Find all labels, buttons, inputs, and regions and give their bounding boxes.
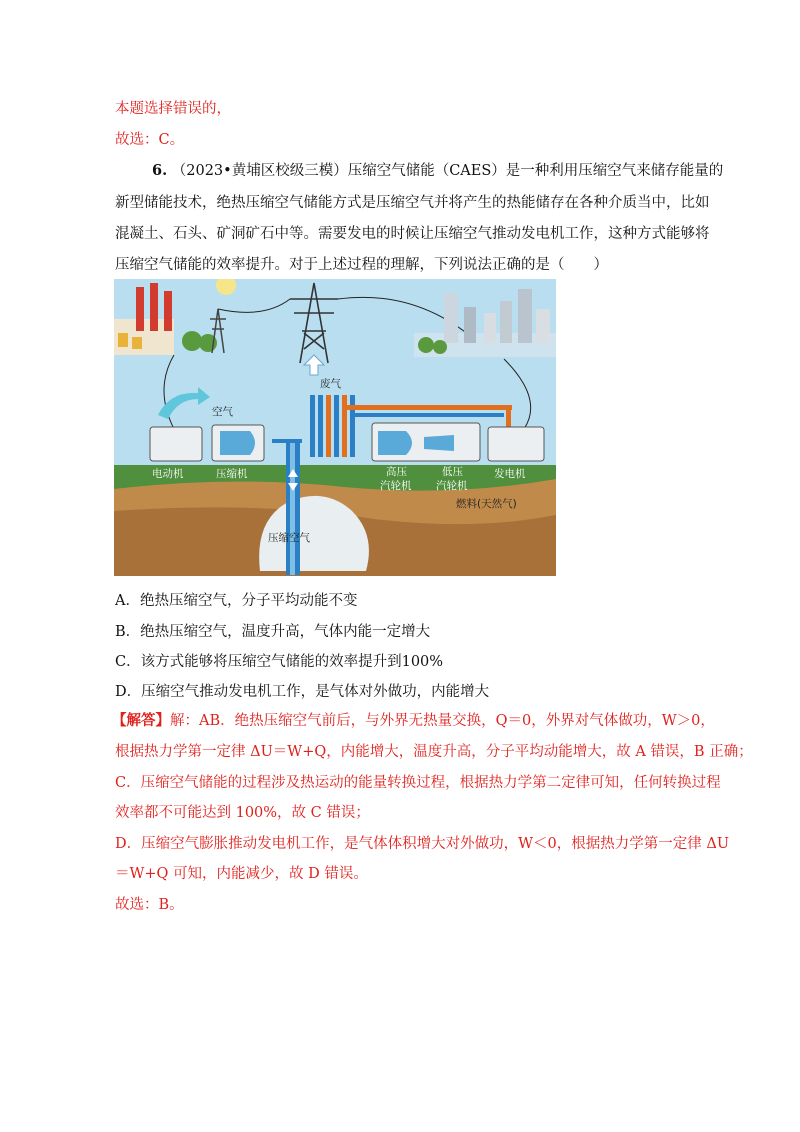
option-a: A．绝热压缩空气，分子平均动能不变	[115, 593, 358, 609]
label-motor: 电动机	[152, 468, 184, 480]
answer-line-5: D．压缩空气膨胀推动发电机工作，是气体体积增大对外做功，W＜0，根据热力学第一定律 ΔU	[115, 836, 730, 852]
label-compressed-air: 压缩空气	[268, 532, 310, 544]
label-fuel: 燃料(天然气)	[456, 498, 517, 510]
compressor-rotor	[220, 431, 255, 455]
motor	[150, 427, 202, 461]
caes-diagram	[114, 279, 556, 576]
question-line-4: 压缩空气储能的效率提升。对于上述过程的理解，下列说法正确的是（ ）	[115, 257, 608, 273]
answer-line-3: C．压缩空气储能的过程涉及热运动的能量转换过程，根据热力学第二定律可知，任何转换过程	[115, 775, 721, 791]
answer-line-4: 效率都不可能达到 100%，故 C 错误；	[115, 805, 370, 821]
label-lp-1: 低压	[442, 466, 463, 478]
option-d: D．压缩空气推动发电机工作，是气体对外做功，内能增大	[115, 684, 490, 700]
question-line-3: 混凝土、石头、矿洞矿石中等。需要发电的时候让压缩空气推动发电机工作，这种方式能够将	[115, 226, 710, 242]
label-compressor: 压缩机	[216, 468, 248, 480]
question-number: 6.	[152, 162, 168, 179]
hp-turbine-rotor	[378, 431, 412, 455]
answer-tag: 【解答】	[112, 712, 170, 729]
label-hp-1: 高压	[386, 466, 407, 478]
label-generator: 发电机	[494, 468, 526, 480]
label-hp-2: 汽轮机	[380, 480, 412, 492]
label-air: 空气	[212, 406, 233, 418]
answer-line-2: 根据热力学第一定律 ΔU＝W+Q，内能增大，温度升高，分子平均动能增大，故 A 错误，B 正确；	[115, 744, 753, 760]
answer-final: 故选：B。	[115, 897, 184, 913]
label-lp-2: 汽轮机	[436, 480, 468, 492]
answer-line-1	[112, 711, 715, 731]
prev-answer-line-2: 故选：C。	[115, 132, 185, 148]
answer-text-1: 解：AB．绝热压缩空气前后，与外界无热量交换，Q＝0，外界对气体做功，W＞0，	[170, 713, 715, 729]
prev-answer-line-1: 本题选择错误的，	[115, 101, 231, 117]
option-b: B．绝热压缩空气，温度升高，气体内能一定增大	[115, 624, 431, 640]
answer-line-6: ＝W+Q 可知，内能减少，故 D 错误。	[115, 866, 368, 882]
lp-turbine-rotor	[424, 435, 454, 451]
option-c: C．该方式能够将压缩空气储能的效率提升到100%	[115, 654, 444, 670]
generator	[488, 427, 544, 461]
label-exhaust: 废气	[320, 378, 341, 390]
question-line-2: 新型储能技术，绝热压缩空气储能方式是压缩空气并将产生的热能储存在各种介质当中，比如	[115, 195, 710, 211]
question-text-1: （2023•黄埔区校级三模）压缩空气储能（CAES）是一种利用压缩空气来储存能量的	[171, 163, 724, 179]
question-line-1	[152, 161, 723, 181]
